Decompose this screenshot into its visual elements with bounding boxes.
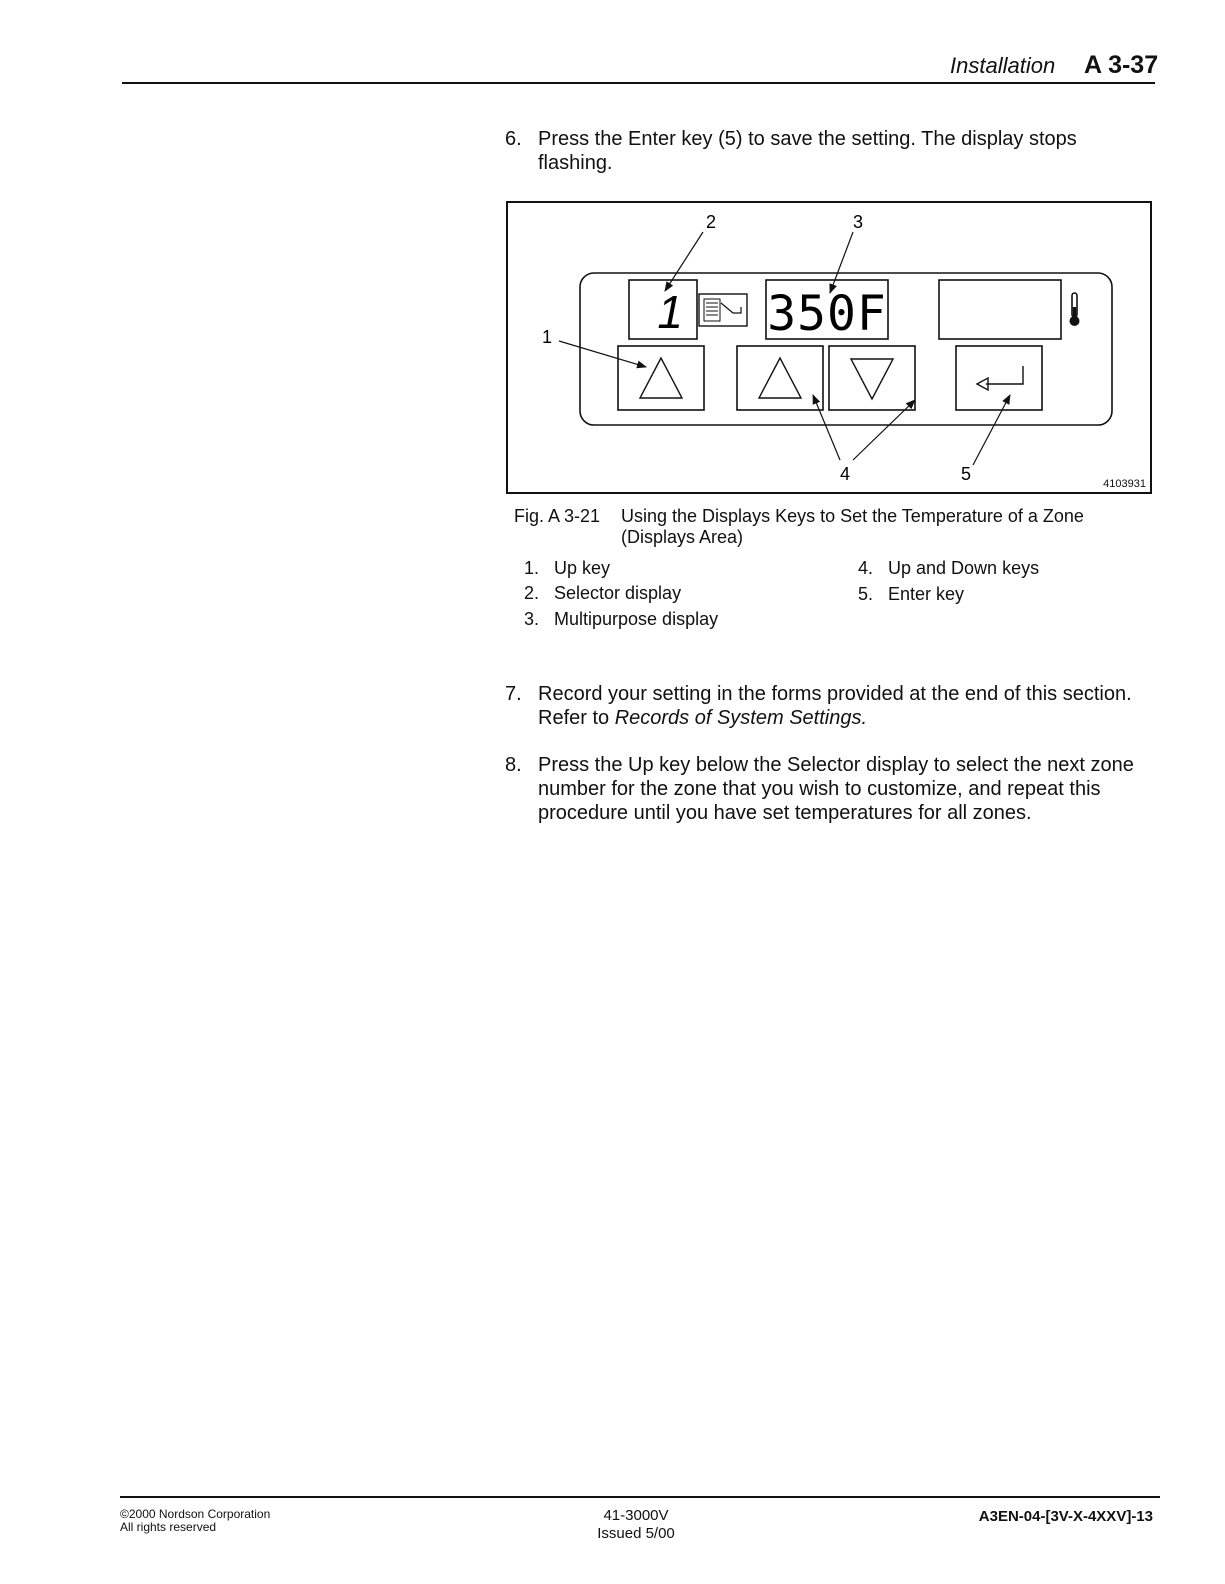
up-arrow-icon — [759, 358, 801, 398]
step-6 — [505, 127, 1145, 177]
footer-doc-info: 41-3000V Issued 5/00 — [597, 1507, 675, 1542]
leader-3 — [830, 232, 853, 293]
step-7 — [505, 682, 1145, 732]
leader-4b — [853, 400, 915, 460]
step-text: Press the Up key below the Selector display to select the next zone number for the zone that you wish to customize, and repeat this procedure until you have set temperatures for all zones. — [538, 754, 1134, 824]
step-text: Press the Enter key (5) to save the setting. The display stops flashing. — [538, 128, 1077, 174]
section-title: Installation — [950, 53, 1056, 78]
caption-title: Using the Displays Keys to Set the Temperature of a Zone (Displays Area) — [621, 506, 1084, 547]
down-arrow-icon — [851, 359, 893, 399]
cross-reference: Records of System Settings. — [614, 707, 868, 729]
leader-1 — [559, 341, 646, 367]
figure-box — [506, 201, 1152, 494]
callout-2: 2 — [705, 212, 717, 232]
third-display — [939, 280, 1061, 339]
page-number: A 3-37 — [1084, 51, 1159, 79]
step-number: 7. — [505, 683, 522, 705]
up-arrow-icon — [640, 358, 682, 398]
header-rule — [122, 82, 1155, 84]
callout-4: 4 — [839, 464, 851, 484]
zone-icon — [699, 294, 747, 326]
display-panel-diagram — [508, 203, 1152, 494]
multipurpose-value: 350F — [767, 286, 887, 342]
step-number: 8. — [505, 754, 522, 776]
selector-value: 1 — [657, 286, 683, 338]
step-text: Record your setting in the forms provided at the end of this section. Refer to Records of System Settings. — [538, 683, 1132, 729]
callout-3: 3 — [852, 212, 864, 232]
figure-id: 4103931 — [1103, 478, 1146, 490]
callout-1: 1 — [541, 327, 553, 347]
up-key-4 — [737, 346, 823, 410]
step-number: 6. — [505, 128, 522, 150]
footer-code: A3EN-04-[3V-X-4XXV]-13 — [978, 1508, 1153, 1525]
thermometer-icon — [1070, 293, 1080, 326]
figure-caption — [514, 506, 1134, 550]
caption-label: Fig. A 3-21 — [514, 506, 601, 526]
leader-5 — [973, 395, 1010, 465]
callout-5: 5 — [960, 464, 972, 484]
enter-key — [956, 346, 1042, 410]
leader-4a — [813, 395, 840, 460]
footer-rule — [120, 1496, 1160, 1498]
up-key-1 — [618, 346, 704, 410]
footer-copyright: ©2000 Nordson Corporation All rights reserved — [120, 1507, 271, 1534]
step-8 — [505, 753, 1145, 827]
